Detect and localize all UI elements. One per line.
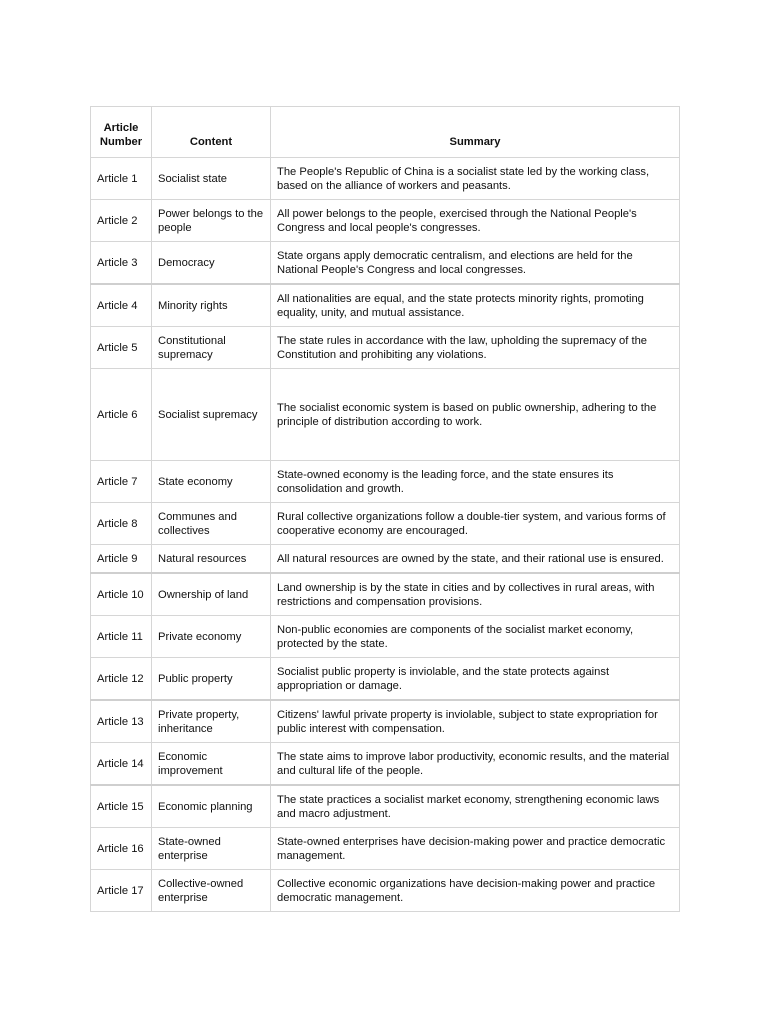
content-cell: Natural resources — [152, 545, 271, 574]
summary-cell: The state aims to improve labor productivity, economic results, and the material and cultural life of the people. — [271, 743, 680, 786]
table-row — [91, 870, 680, 912]
content-cell: Economic improvement — [152, 743, 271, 786]
table-row — [91, 785, 680, 828]
article-number-cell: Article 1 — [91, 158, 152, 200]
content-cell: Ownership of land — [152, 573, 271, 616]
article-number-cell: Article 6 — [91, 369, 152, 461]
content-cell: Private economy — [152, 616, 271, 658]
summary-cell: State organs apply democratic centralism, and elections are held for the National People's Congress and local congresses. — [271, 242, 680, 285]
header-article-number: Article Number — [91, 107, 152, 158]
content-cell: Communes and collectives — [152, 503, 271, 545]
summary-cell: All power belongs to the people, exercised through the National People's Congress and local people's congresses. — [271, 200, 680, 242]
article-number-cell: Article 3 — [91, 242, 152, 285]
content-cell: Private property, inheritance — [152, 700, 271, 743]
summary-cell: Rural collective organizations follow a double-tier system, and various forms of cooperative economy are encouraged. — [271, 503, 680, 545]
article-number-cell: Article 9 — [91, 545, 152, 574]
article-number-cell: Article 14 — [91, 743, 152, 786]
table-row — [91, 327, 680, 369]
article-number-cell: Article 10 — [91, 573, 152, 616]
table-row — [91, 369, 680, 461]
article-number-cell: Article 4 — [91, 284, 152, 327]
table-row — [91, 616, 680, 658]
header-summary: Summary — [271, 107, 680, 158]
content-cell: Public property — [152, 658, 271, 701]
summary-cell: The state rules in accordance with the law, upholding the supremacy of the Constitution and prohibiting any violations. — [271, 327, 680, 369]
article-number-cell: Article 16 — [91, 828, 152, 870]
summary-cell: State-owned economy is the leading force, and the state ensures its consolidation and growth. — [271, 461, 680, 503]
article-number-cell: Article 7 — [91, 461, 152, 503]
table-row — [91, 573, 680, 616]
article-number-cell: Article 15 — [91, 785, 152, 828]
article-number-cell: Article 12 — [91, 658, 152, 701]
summary-cell: The state practices a socialist market economy, strengthening economic laws and macro adjustment. — [271, 785, 680, 828]
header-content: Content — [152, 107, 271, 158]
article-number-cell: Article 13 — [91, 700, 152, 743]
summary-cell: State-owned enterprises have decision-making power and practice democratic management. — [271, 828, 680, 870]
table-row — [91, 700, 680, 743]
table-row — [91, 503, 680, 545]
article-number-cell: Article 2 — [91, 200, 152, 242]
article-number-cell: Article 5 — [91, 327, 152, 369]
content-cell: Collective-owned enterprise — [152, 870, 271, 912]
article-number-cell: Article 8 — [91, 503, 152, 545]
article-number-cell: Article 17 — [91, 870, 152, 912]
table-row — [91, 242, 680, 285]
content-cell: Democracy — [152, 242, 271, 285]
summary-cell: The People's Republic of China is a socialist state led by the working class, based on the alliance of workers and peasants. — [271, 158, 680, 200]
articles-sheet — [90, 106, 679, 912]
table-row — [91, 284, 680, 327]
summary-cell: All natural resources are owned by the state, and their rational use is ensured. — [271, 545, 680, 574]
summary-cell: Collective economic organizations have decision-making power and practice democratic management. — [271, 870, 680, 912]
table-row — [91, 828, 680, 870]
summary-cell: Socialist public property is inviolable, and the state protects against appropriation or damage. — [271, 658, 680, 701]
content-cell: Power belongs to the people — [152, 200, 271, 242]
content-cell: Socialist state — [152, 158, 271, 200]
table-row — [91, 200, 680, 242]
table-row — [91, 158, 680, 200]
article-number-cell: Article 11 — [91, 616, 152, 658]
summary-cell: Land ownership is by the state in cities and by collectives in rural areas, with restrictions and compensation provisions. — [271, 573, 680, 616]
content-cell: State-owned enterprise — [152, 828, 271, 870]
header-row — [91, 107, 680, 158]
summary-cell: The socialist economic system is based on public ownership, adhering to the principle of distribution according to work. — [271, 369, 680, 461]
table-row — [91, 658, 680, 701]
table-row — [91, 743, 680, 786]
summary-cell: Non-public economies are components of the socialist market economy, protected by the state. — [271, 616, 680, 658]
content-cell: Constitutional supremacy — [152, 327, 271, 369]
articles-table — [90, 106, 680, 912]
summary-cell: Citizens' lawful private property is inviolable, subject to state expropriation for public interest with compensation. — [271, 700, 680, 743]
content-cell: Economic planning — [152, 785, 271, 828]
table-row — [91, 461, 680, 503]
summary-cell: All nationalities are equal, and the state protects minority rights, promoting equality, unity, and mutual assistance. — [271, 284, 680, 327]
content-cell: Minority rights — [152, 284, 271, 327]
table-row — [91, 545, 680, 574]
content-cell: Socialist supremacy — [152, 369, 271, 461]
content-cell: State economy — [152, 461, 271, 503]
